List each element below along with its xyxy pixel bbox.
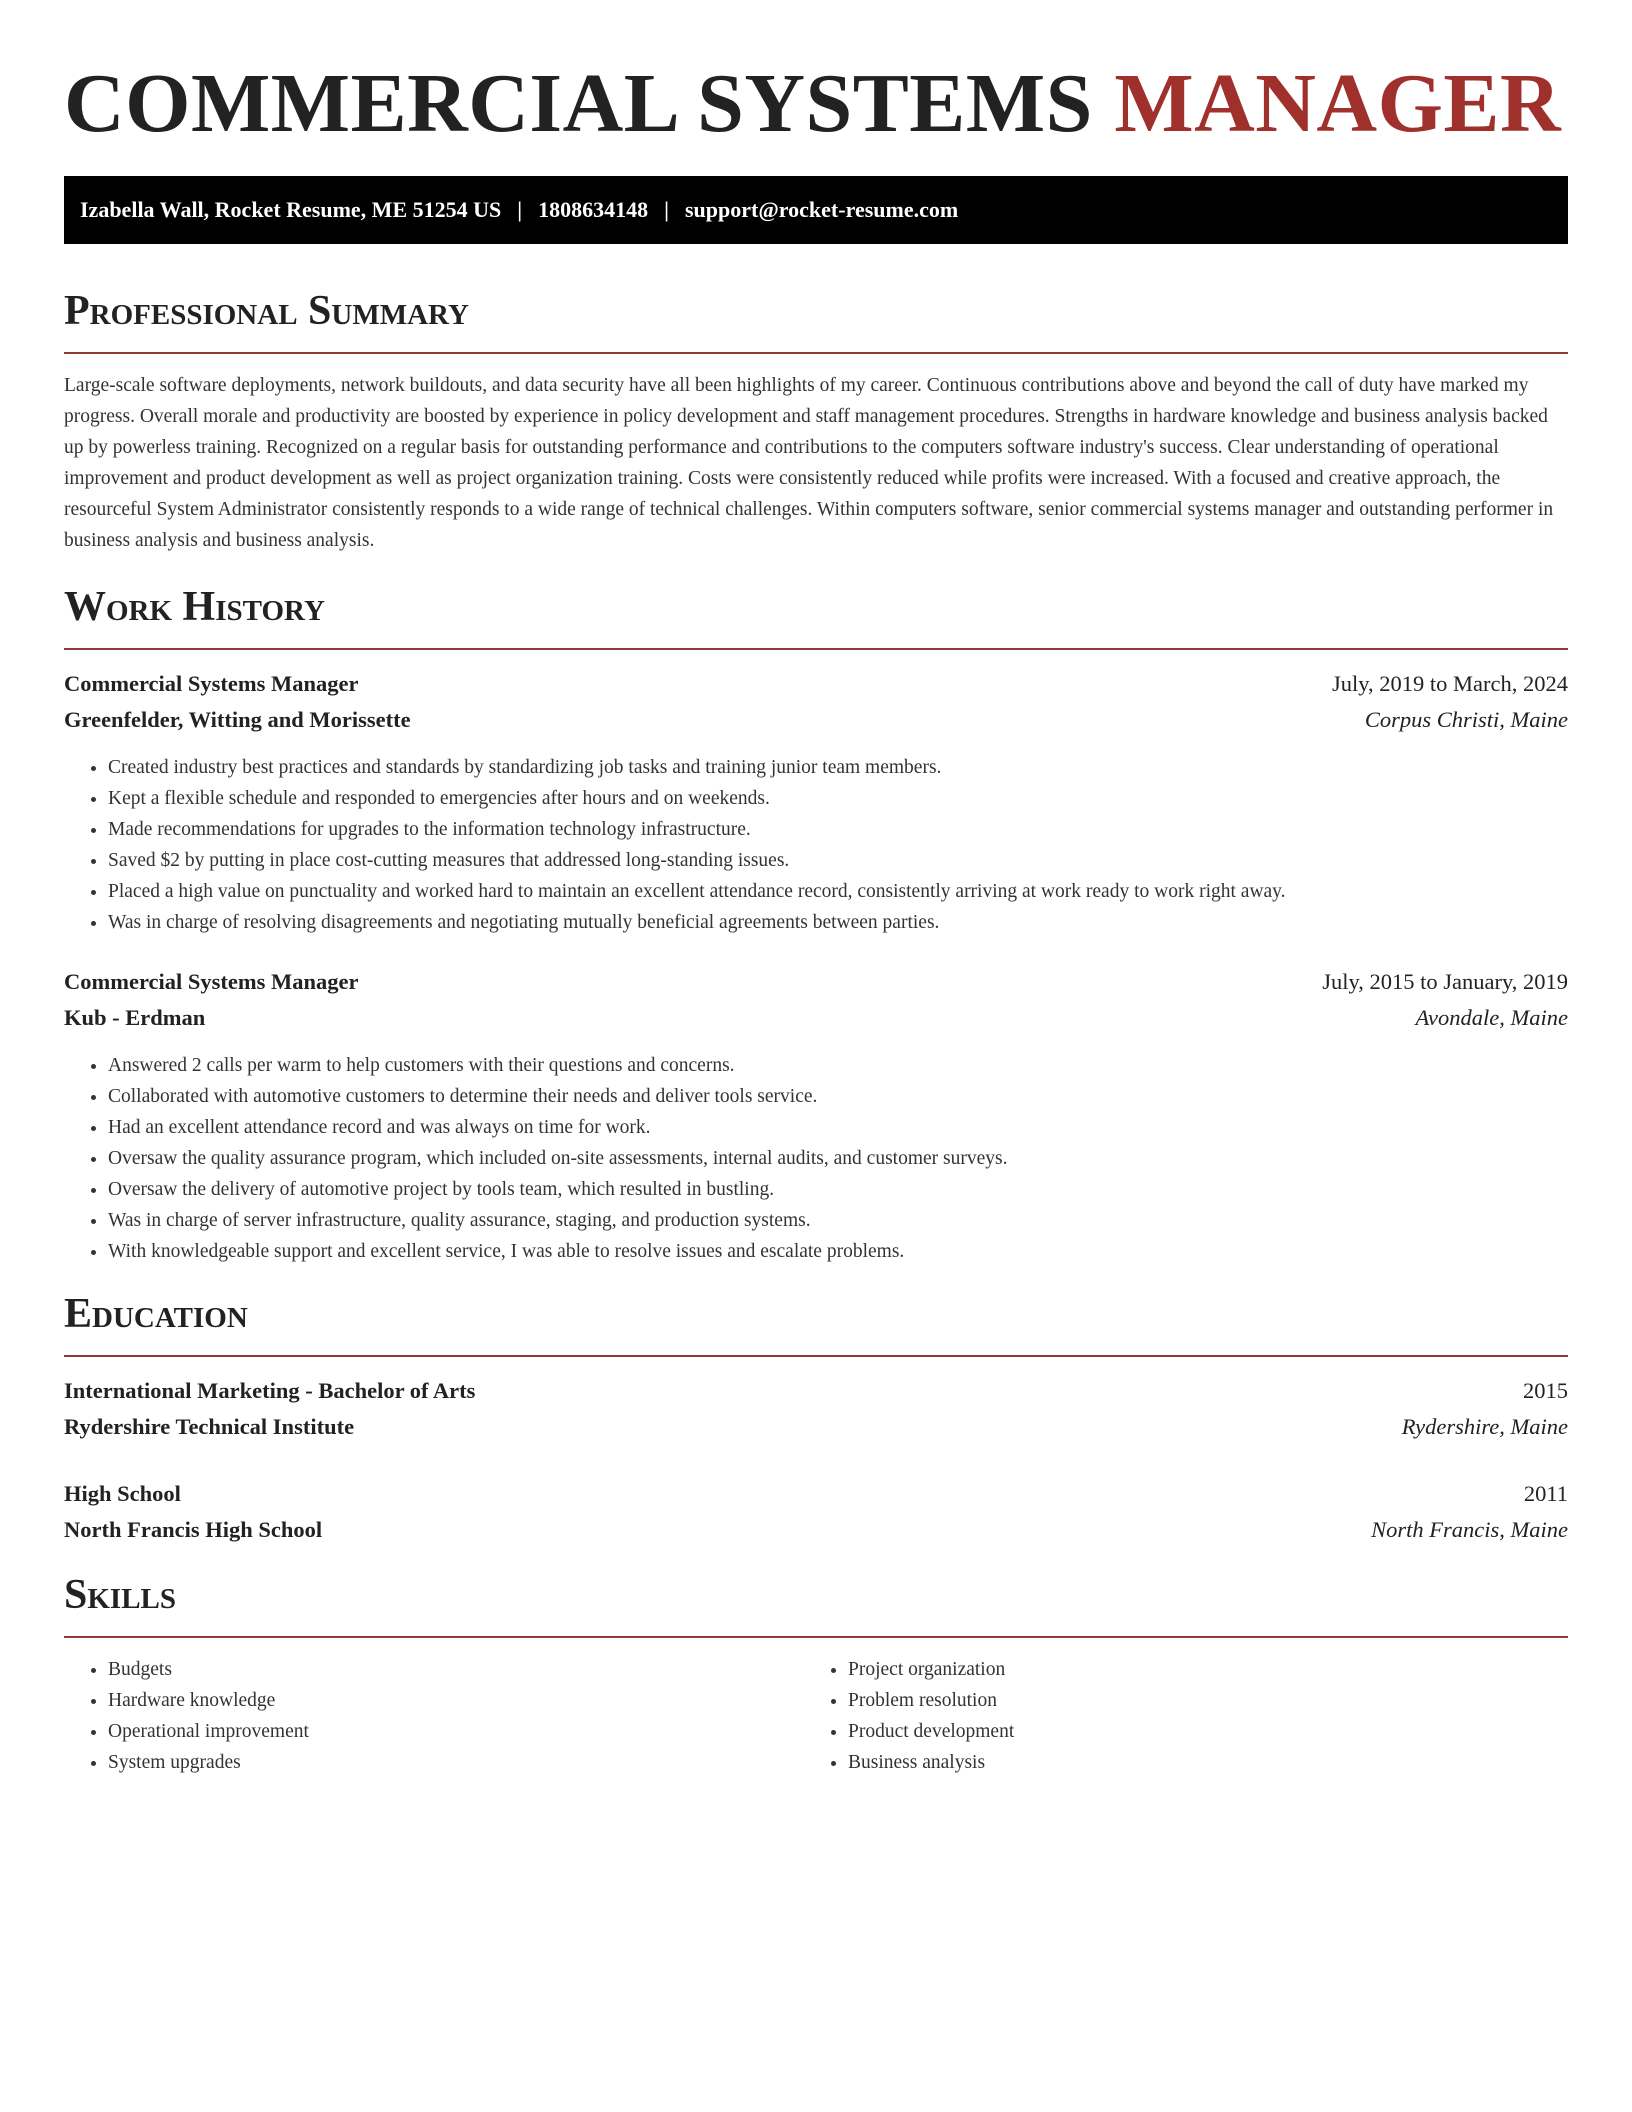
skills-section <box>64 1570 1568 1778</box>
job-title: Commercial Systems Manager <box>64 671 359 696</box>
section-divider <box>64 352 1568 354</box>
section-heading-work-history: Work History <box>64 584 325 630</box>
work-history-section <box>64 582 1568 1267</box>
education-year: 2015 <box>1523 1378 1568 1403</box>
skill-item: • Business analysis <box>848 1747 1544 1778</box>
section-divider <box>64 1355 1568 1357</box>
contact-address: Izabella Wall, Rocket Resume, ME 51254 US <box>80 197 502 222</box>
education-section <box>64 1289 1568 1548</box>
job-entry <box>64 666 1568 938</box>
education-school-row <box>64 1512 1568 1548</box>
education-location: Rydershire, Maine <box>1401 1414 1568 1439</box>
job-company: Kub - Erdman <box>64 1005 206 1030</box>
list-item: • Collaborated with automotive customers to determine their needs and deliver tools service. <box>108 1081 1568 1112</box>
job-company: Greenfelder, Witting and Morissette <box>64 707 411 732</box>
education-school-row <box>64 1409 1568 1445</box>
education-degree: High School <box>64 1481 181 1506</box>
skills-grid <box>64 1654 1568 1778</box>
list-item: • Kept a flexible schedule and responded to emergencies after hours and on weekends. <box>108 783 1568 814</box>
education-school: Rydershire Technical Institute <box>64 1414 355 1439</box>
education-degree-row <box>64 1373 1568 1409</box>
title-accent: MANAGER <box>1114 57 1562 150</box>
job-title: Commercial Systems Manager <box>64 969 359 994</box>
list-item: • Was in charge of resolving disagreements and negotiating mutually beneficial agreements between parties. <box>108 907 1568 938</box>
skills-column-left <box>64 1654 804 1778</box>
resume-title <box>64 0 1568 152</box>
job-bullets <box>64 752 1568 938</box>
education-degree-row <box>64 1476 1568 1512</box>
list-item: • Had an excellent attendance record and was always on time for work. <box>108 1112 1568 1143</box>
job-company-row <box>64 702 1568 738</box>
section-heading-education: Education <box>64 1291 248 1337</box>
contact-separator: | <box>664 197 669 222</box>
skill-item: • Hardware knowledge <box>108 1685 804 1716</box>
education-entry <box>64 1373 1568 1445</box>
skill-item: • Product development <box>848 1716 1544 1747</box>
education-entry <box>64 1476 1568 1548</box>
job-title-row <box>64 964 1568 1000</box>
list-item: • With knowledgeable support and excellent service, I was able to resolve issues and escalate problems. <box>108 1236 1568 1267</box>
list-item: • Made recommendations for upgrades to the information technology infrastructure. <box>108 814 1568 845</box>
skill-item: • System upgrades <box>108 1747 804 1778</box>
education-year: 2011 <box>1523 1481 1568 1506</box>
education-degree: International Marketing - Bachelor of Arts <box>64 1378 476 1403</box>
job-dates: July, 2015 to January, 2019 <box>1322 969 1568 994</box>
contact-separator: | <box>517 197 523 222</box>
summary-section <box>64 286 1568 556</box>
contact-bar <box>64 176 1568 244</box>
title-main: COMMERCIAL SYSTEMS <box>64 57 1093 150</box>
skill-item: • Problem resolution <box>848 1685 1544 1716</box>
list-item: • Created industry best practices and standards by standardizing job tasks and training junior team members. <box>108 752 1568 783</box>
skill-item: • Operational improvement <box>108 1716 804 1747</box>
section-divider <box>64 648 1568 650</box>
section-heading-skills: Skills <box>64 1572 177 1618</box>
section-divider <box>64 1636 1568 1638</box>
contact-phone: 1808634148 <box>538 197 649 222</box>
contact-email: support@rocket-resume.com <box>684 197 959 222</box>
job-company-row <box>64 1000 1568 1036</box>
job-entry <box>64 964 1568 1267</box>
list-item: • Oversaw the quality assurance program, which included on-site assessments, internal audits, and customer surveys. <box>108 1143 1568 1174</box>
skills-column-right <box>804 1654 1544 1778</box>
list-item: • Oversaw the delivery of automotive project by tools team, which resulted in bustling. <box>108 1174 1568 1205</box>
list-item: • Saved $2 by putting in place cost-cutting measures that addressed long-standing issues. <box>108 845 1568 876</box>
job-bullets <box>64 1050 1568 1267</box>
education-location: North Francis, Maine <box>1371 1517 1568 1542</box>
skill-item: • Budgets <box>108 1654 804 1685</box>
job-location: Avondale, Maine <box>1415 1005 1568 1030</box>
skill-item: • Project organization <box>848 1654 1544 1685</box>
list-item: • Placed a high value on punctuality and worked hard to maintain an excellent attendance record, consistently arriving at work ready to work right away. <box>108 876 1568 907</box>
list-item: • Answered 2 calls per warm to help customers with their questions and concerns. <box>108 1050 1568 1081</box>
list-item: • Was in charge of server infrastructure, quality assurance, staging, and production systems. <box>108 1205 1568 1236</box>
job-title-row <box>64 666 1568 702</box>
education-school: North Francis High School <box>64 1517 323 1542</box>
section-heading-summary: Professional Summary <box>64 288 469 334</box>
job-dates: July, 2019 to March, 2024 <box>1331 671 1568 696</box>
summary-text: Large-scale software deployments, network buildouts, and data security have all been highlights of my career. Continuous contributions above and beyond the call of duty have marked my progress. Overall morale and productivity are boosted by experience in policy development and staff management procedures. Strengths in hardware knowledge and business analysis backed up by powerless training. Recognized on a regular basis for outstanding performance and contributions to the computers software industry's success. Clear understanding of operational improvement and product development as well as project organization training. Costs were consistently reduced while profits were increased. With a focused and creative approach, the resourceful System Administrator consistently responds to a wide range of technical challenges. Within computers software, senior commercial systems manager and outstanding performer in business analysis and business analysis. <box>64 375 1554 551</box>
job-location: Corpus Christi, Maine <box>1364 707 1568 732</box>
